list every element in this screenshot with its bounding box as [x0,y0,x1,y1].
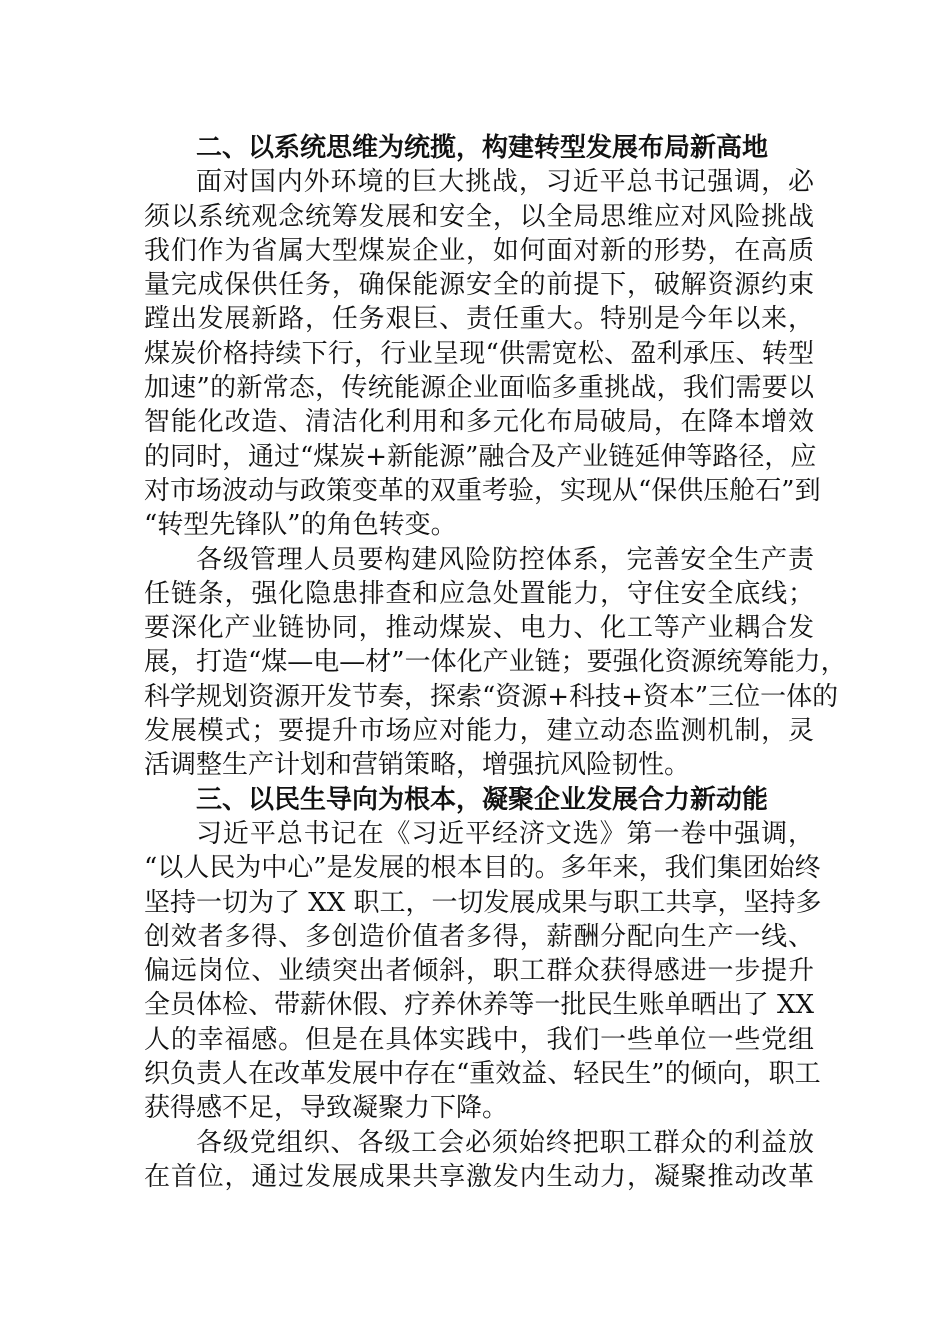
text-line: 偏远岗位、业绩突出者倾斜，职工群众获得感进一步提升 [144,956,814,987]
text-line: 蹚出发展新路，任务艰巨、责任重大。特别是今年以来， [144,304,814,335]
text-line: 织负责人在改革发展中存在“重效益、轻民生”的倾向，职工 [144,1059,821,1090]
text-line: 习近平总书记在《习近平经济文选》第一卷中强调， [196,818,814,849]
text-line: 各级管理人员要构建风险防控体系，完善安全生产责 [196,544,814,575]
text-line: 人的幸福感。但是在具体实践中，我们一些单位一些党组 [144,1024,814,1055]
paragraph-2-2 [144,543,847,783]
text-line: 智能化改造、清洁化利用和多元化布局破局，在降本增效 [144,407,814,438]
paragraph-3-2 [144,1126,814,1195]
text-line: 获得感不足，导致凝聚力下降。 [144,1093,509,1124]
text-line: 各级党组织、各级工会必须始终把职工群众的利益放 [196,1127,814,1158]
text-line: 坚持一切为了 XX 职工，一切发展成果与职工共享，坚持多 [144,887,822,918]
text-line: 要深化产业链协同，推动煤炭、电力、化工等产业耦合发 [144,613,814,644]
text-line: 在首位，通过发展成果共享激发内生动力，凝聚推动改革 [144,1161,814,1192]
text-line: 任链条，强化隐患排查和应急处置能力，守住安全底线； [144,578,814,609]
text-line: 创效者多得、多创造价值者多得，薪酬分配向生产一线、 [144,921,814,952]
text-line: 全员体检、带薪休假、疗养休养等一批民生账单晒出了 XX [144,990,814,1021]
text-line: 加速”的新常态，传统能源企业面临多重挑战，我们需要以 [144,373,814,404]
text-line: 量完成保供任务，确保能源安全的前提下，破解资源约束 [144,270,814,301]
paragraph-3-1 [144,817,822,1126]
text-line: “转型先锋队”的角色转变。 [144,510,457,541]
text-line: 煤炭价格持续下行，行业呈现“供需宽松、盈利承压、转型 [144,338,814,369]
text-line: 须以系统观念统筹发展和安全，以全局思维应对风险挑战 [144,201,814,232]
text-line: 面对国内外环境的巨大挑战，习近平总书记强调，必 [196,167,814,198]
paragraph-2-1 [144,165,821,542]
text-line: 我们作为省属大型煤炭企业，如何面对新的形势，在高质 [144,235,814,266]
text-line: “以人民为中心”是发展的根本目的。多年来，我们集团始终 [144,853,821,884]
text-line: 对市场波动与政策变革的双重考验，实现从“保供压舱石”到 [144,475,821,506]
text-line: 展，打造“煤—电—材”一体化产业链；要强化资源统筹能力， [144,647,847,678]
section-heading-3: 三、以民生导向为根本，凝聚企业发展合力新动能 [196,784,769,815]
section-heading-2: 二、以系统思维为统揽，构建转型发展布局新高地 [196,133,769,163]
text-line: 科学规划资源开发节奏，探索“资源+科技+资本”三位一体的 [144,681,839,712]
document-body [144,131,847,1194]
text-line: 的同时，通过“煤炭+新能源”融合及产业链延伸等路径，应 [144,441,817,472]
text-line: 发展模式；要提升市场应对能力，建立动态监测机制，灵 [144,716,814,747]
text-line: 活调整生产计划和营销策略，增强抗风险韧性。 [144,750,691,781]
